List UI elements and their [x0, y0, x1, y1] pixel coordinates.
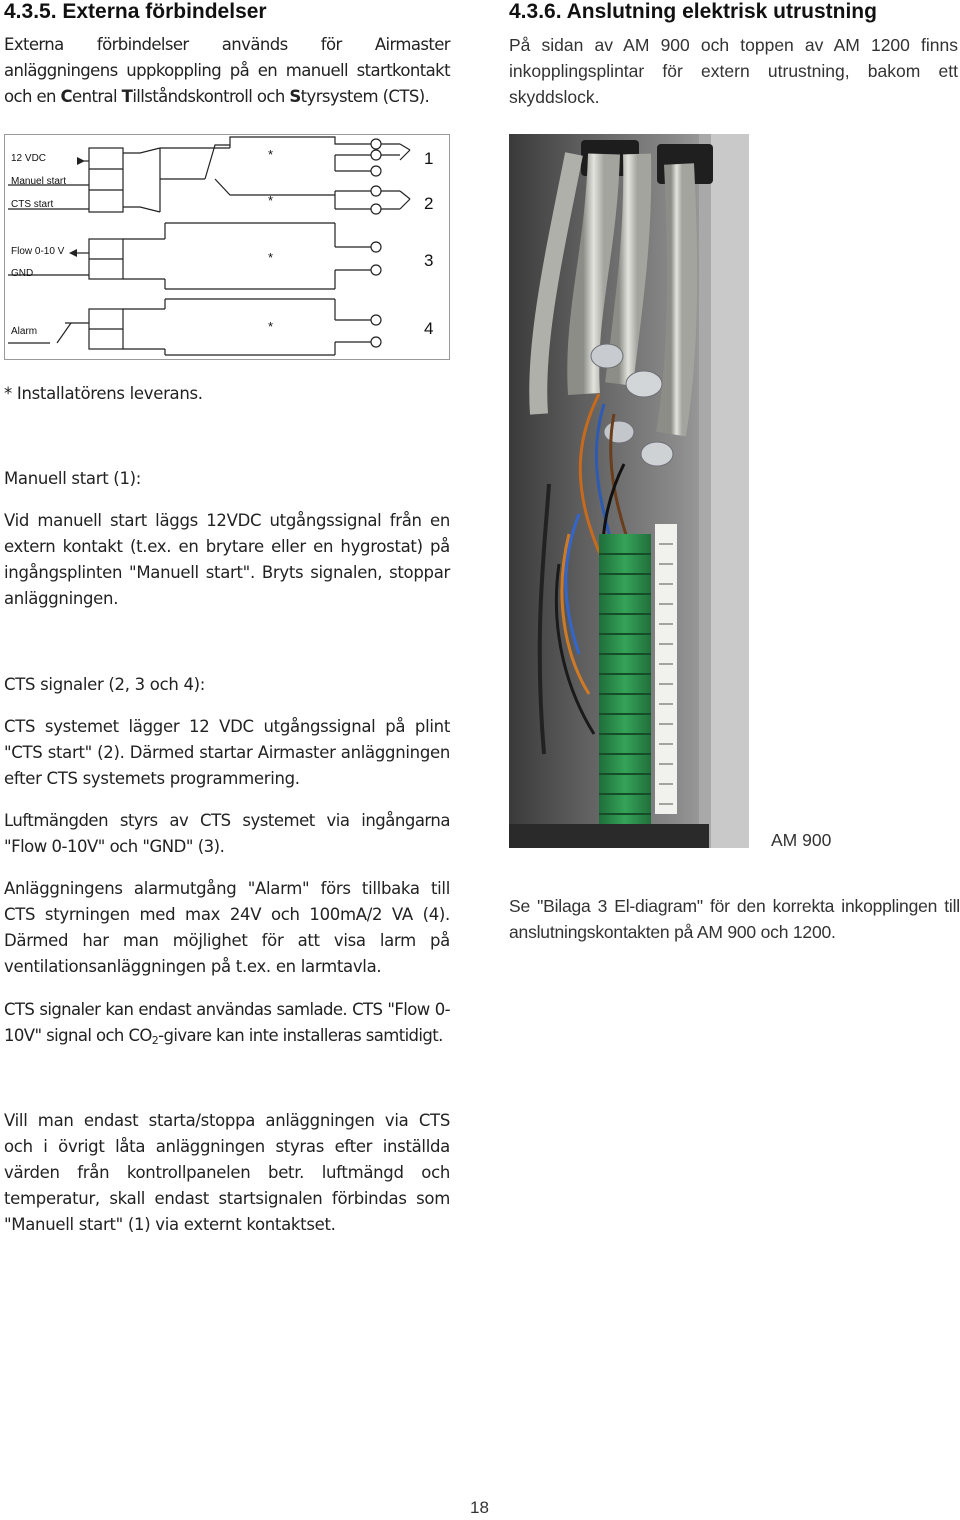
wiring-diagram-svg: [5, 135, 449, 359]
section-heading-anslutning: 4.3.6. Anslutning elektrisk utrustning: [509, 0, 877, 23]
cts-text-2: Luftmängden styrs av CTS systemet via ingångarna "Flow 0-10V" och "GND" (3).: [4, 811, 450, 856]
label-alarm: Alarm: [11, 326, 38, 337]
see-appendix-text: Se "Bilaga 3 El-diagram" för den korrekta inkopplingen till anslutningskontakten på AM 900 och 1200.: [509, 896, 960, 942]
asterisk-mark: *: [268, 250, 274, 265]
asterisk-mark: *: [268, 147, 274, 162]
anslutning-intro: På sidan av AM 900 och toppen av AM 1200 finns inkopplingsplintar för extern utrustning, bakom ett skyddslock.: [509, 35, 958, 107]
terminal-number-4: 4: [424, 319, 434, 338]
manual-start-text: Vid manuell start läggs 12VDC utgångssignal från en extern kontakt (t.ex. en brytare eller en hygrostat) på ingångsplinten "Manuell start". Bryts signalen, stoppar anläggningen.: [4, 511, 450, 608]
section-heading-externa: 4.3.5. Externa förbindelser: [4, 0, 267, 23]
terminal-circle: [371, 242, 381, 252]
page-number: 18: [470, 1498, 489, 1517]
label-12vdc: 12 VDC: [11, 153, 47, 164]
terminal-circle: [371, 166, 381, 176]
manual-start-title: Manuell start (1):: [4, 469, 142, 488]
terminal-circle: [371, 337, 381, 347]
terminal-circle: [371, 186, 381, 196]
terminal-number-1: 1: [424, 149, 434, 168]
terminal-circle: [371, 139, 381, 149]
label-flow: Flow 0-10 V: [11, 246, 65, 257]
label-cts-start: CTS start: [11, 199, 54, 210]
intro-paragraph: Externa förbindelser används för Airmaster anläggningens uppkoppling på en manuell startkontakt och en Central Tillståndskontroll och Styrsystem (CTS).: [4, 35, 450, 106]
label-manual-start: Manuel start: [11, 176, 67, 187]
cts-text-1: CTS systemet lägger 12 VDC utgångssignal på plint "CTS start" (2). Därmed startar Airmaster anläggningen efter CTS systemets programmering.: [4, 717, 450, 788]
terminal-number-3: 3: [424, 251, 434, 270]
asterisk-mark: *: [268, 193, 274, 208]
cts-text-3: Anläggningens alarmutgång "Alarm" förs tillbaka till CTS styrningen med max 24V och 100mA/2 VA (4). Därmed har man möjlighet för att visa larm på ventilationsanläggningen på t.ex. en larmtavla.: [4, 879, 450, 976]
terminal-circle: [371, 315, 381, 325]
asterisk-mark: *: [268, 319, 274, 334]
terminal-photo: [509, 134, 749, 848]
terminal-circle: [371, 150, 381, 160]
footnote: * Installatörens leverans.: [4, 384, 203, 403]
terminal-circle: [371, 265, 381, 275]
cts-text-4: CTS signaler kan endast användas samlade. CTS "Flow 0-10V" signal och $CO_2$-givare kan inte installeras samtidigt.: [4, 1000, 450, 1047]
bottom-paragraph: Vill man endast starta/stoppa anläggningen via CTS och i övrigt låta anläggningen styras efter inställda värden från kontrollpanelen betr. luftmängd och temperatur, skall endast startsignalen förbindas som "Manuell start" (1) via externt kontaktset.: [4, 1111, 450, 1234]
terminal-number-2: 2: [424, 194, 434, 213]
label-gnd: GND: [11, 268, 34, 279]
cts-signals-title: CTS signaler (2, 3 och 4):: [4, 675, 206, 694]
wiring-diagram: [4, 134, 450, 360]
photo-caption: AM 900: [771, 830, 832, 850]
terminal-circle: [371, 204, 381, 214]
connector-block-1: [89, 148, 123, 212]
